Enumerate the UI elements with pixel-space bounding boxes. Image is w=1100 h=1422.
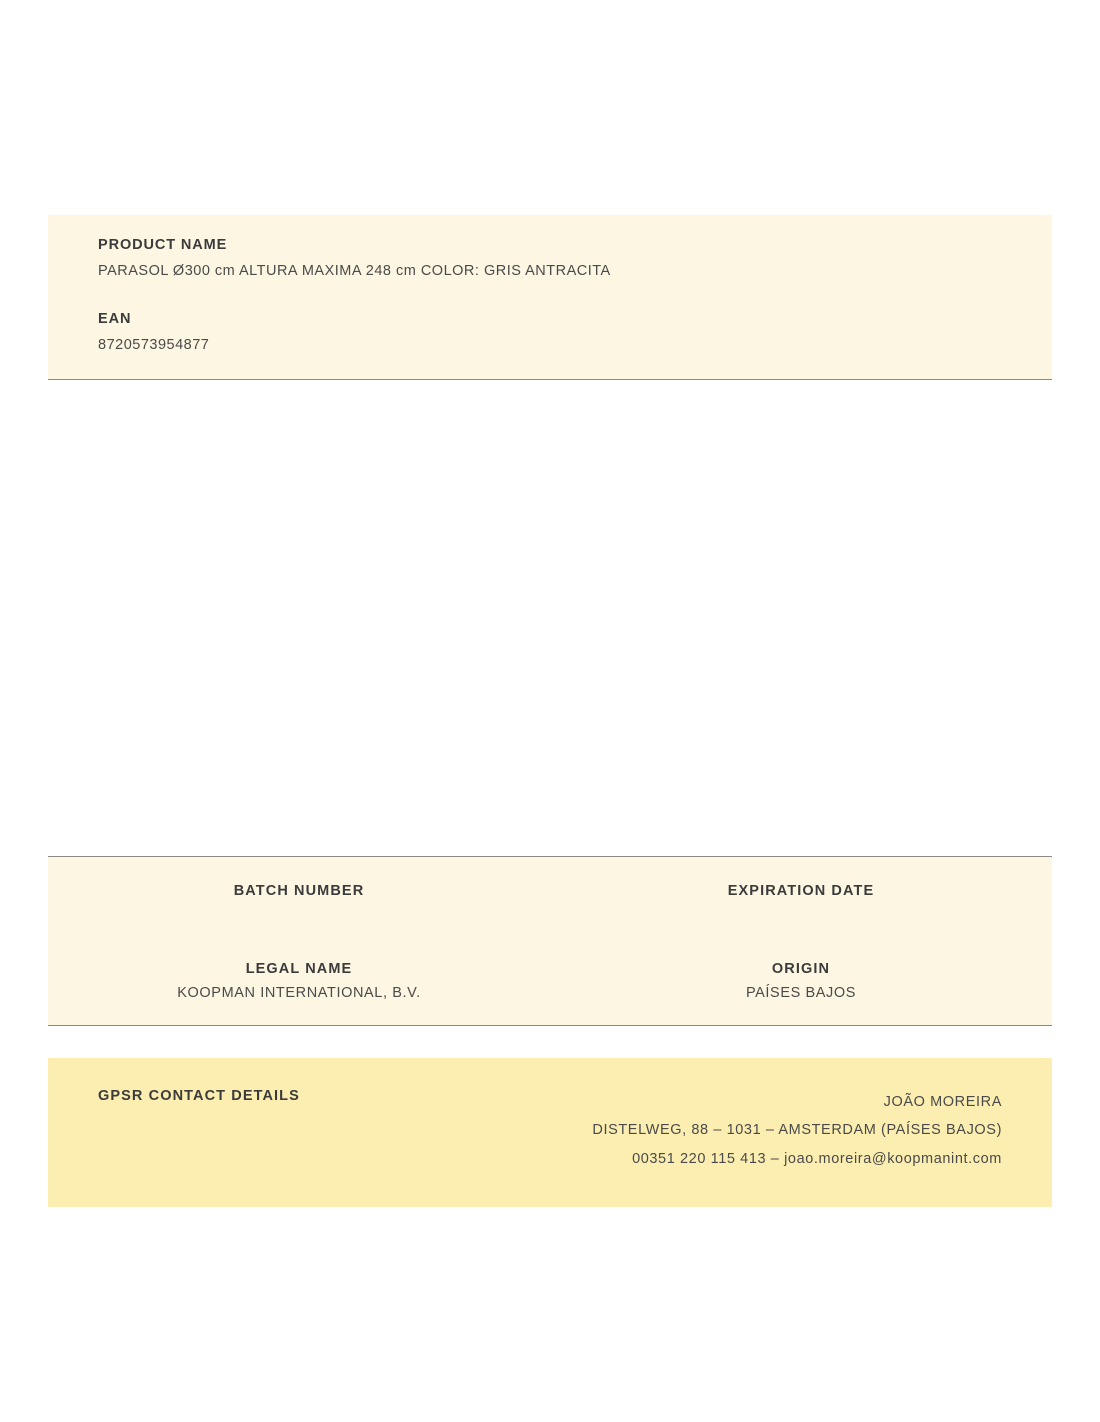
batch-number-cell [48,883,550,925]
ean-value: 8720573954877 [98,337,210,353]
product-info-panel [48,215,1052,380]
gpsr-contact-lines [592,1088,1002,1173]
batch-number-label: BATCH NUMBER [233,883,365,899]
blank-content-area [48,398,1052,856]
gpsr-contact-label: GPSR CONTACT DETAILS [98,1088,300,1104]
legal-name-cell [48,961,550,1003]
legal-name-value: KOOPMAN INTERNATIONAL, B.V. [177,985,421,1001]
legal-name-label: LEGAL NAME [245,961,353,977]
gpsr-contact-address: DISTELWEG, 88 – 1031 – AMSTERDAM (PAÍSES BAJOS) [592,1122,1002,1139]
expiration-date-cell [550,883,1052,925]
details-row-batch [48,883,1052,925]
ean-label: EAN [98,311,132,327]
panel-spacer [98,279,1002,311]
details-panel [48,856,1052,1026]
origin-value: PAÍSES BAJOS [745,985,857,1001]
gpsr-contact-panel [48,1058,1052,1207]
expiration-date-value [570,907,1032,925]
product-name-value: PARASOL Ø300 cm ALTURA MAXIMA 248 cm COLOR: GRIS ANTRACITA [98,263,611,279]
origin-label: ORIGIN [771,961,831,977]
expiration-date-label: EXPIRATION DATE [727,883,875,899]
batch-number-value [68,907,530,925]
gpsr-contact-phone-email: 00351 220 115 413 – joao.moreira@koopmanint.com [632,1150,1002,1167]
product-name-label: PRODUCT NAME [98,237,228,253]
details-row-legal [48,961,1052,1003]
origin-cell [550,961,1052,1003]
gpsr-contact-name: JOÃO MOREIRA [883,1094,1002,1110]
